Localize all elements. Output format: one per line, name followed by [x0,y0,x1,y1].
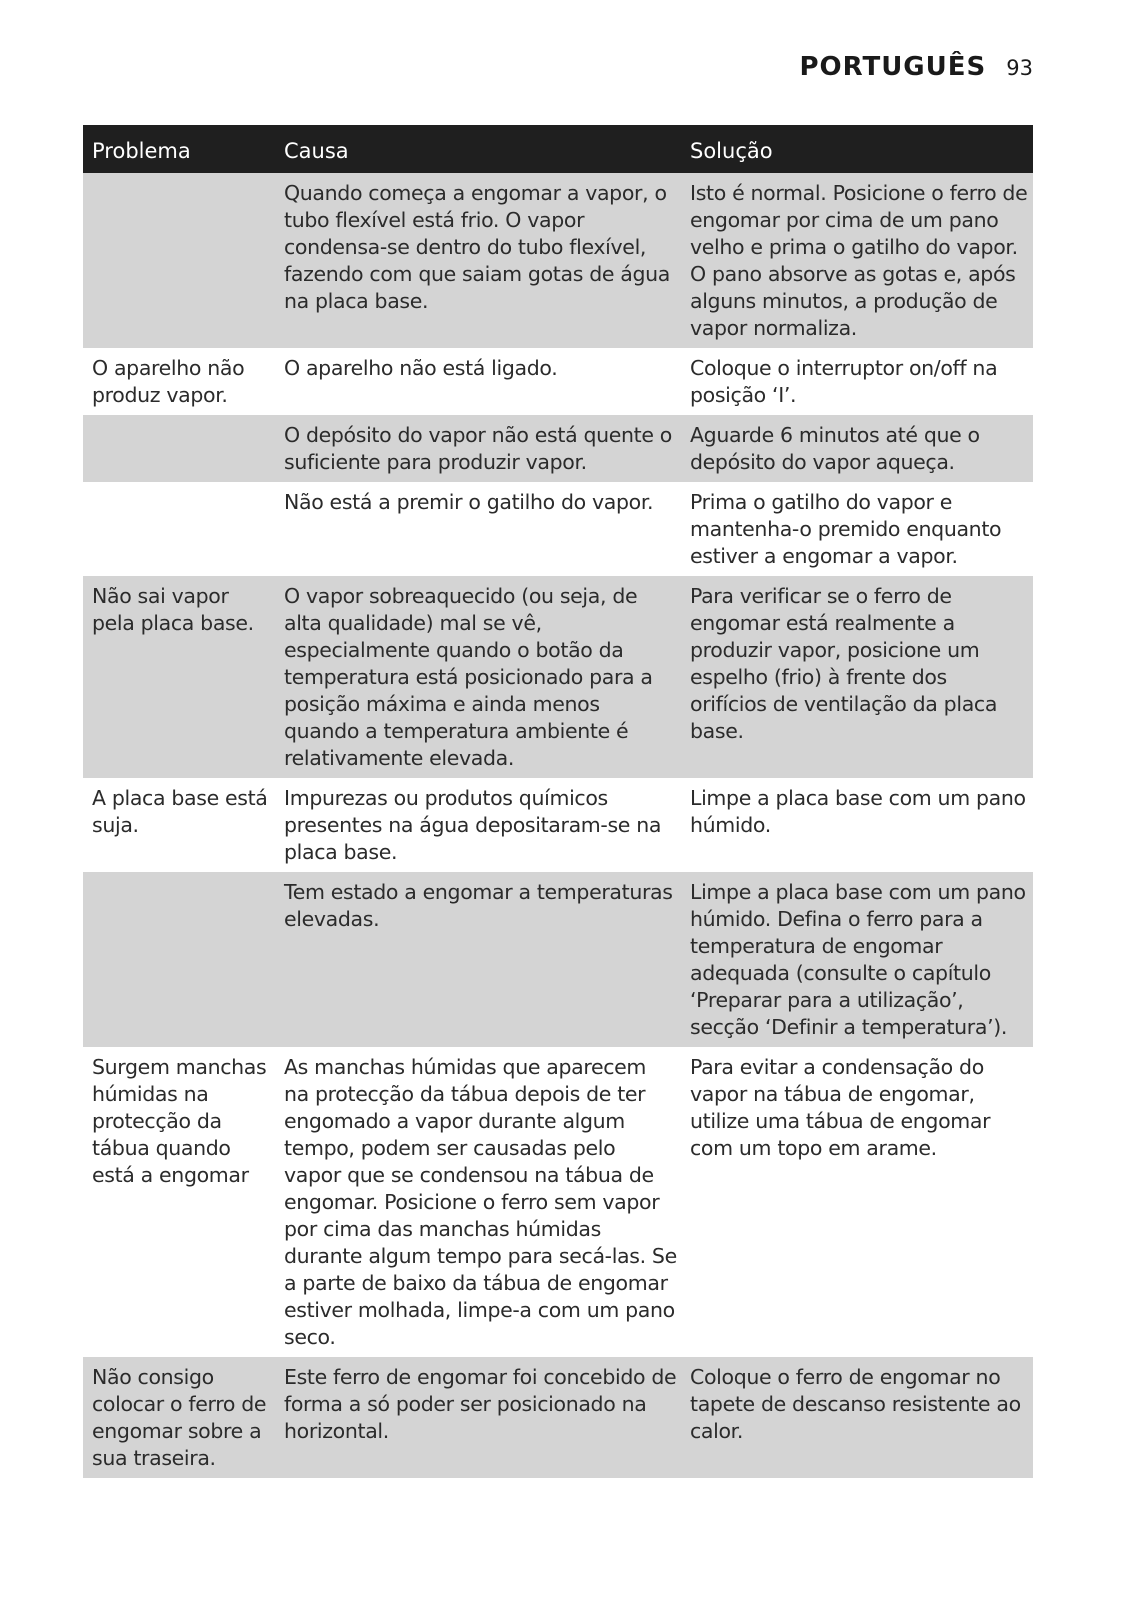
table-row [83,173,1033,348]
cause-cell: As manchas húmidas que aparecem na protecção da tábua depois de ter engomado a vapor durante algum tempo, podem ser causadas pelo vapor que se condensou na tábua de engomar. Posicione o ferro sem vapor por cima das manchas húmidas durante algum tempo para secá-las. Se a parte de baixo da tábua de engomar estiver molhada, limpe-a com um pano seco. [284,1055,677,1349]
cause-cell: Tem estado a engomar a temperaturas elevadas. [284,880,673,931]
solution-cell: Aguarde 6 minutos até que o depósito do vapor aqueça. [690,423,980,474]
table-row [83,1357,1033,1478]
table-header-row [83,125,1033,173]
cause-cell: O aparelho não está ligado. [284,356,558,380]
page-language: PORTUGUÊS [799,52,987,82]
table-row [83,415,1033,482]
solution-cell: Limpe a placa base com um pano húmido. Defina o ferro para a temperatura de engomar adequada (consulte o capítulo ‘Preparar para a utilização’, secção ‘Definir a temperatura’). [690,880,1026,1039]
page-header [799,52,1033,82]
column-header-cause: Causa [284,139,349,163]
table-row [83,348,1033,415]
problem-cell [83,482,275,576]
cause-cell: Não está a premir o gatilho do vapor. [284,490,654,514]
cause-cell: Impurezas ou produtos químicos presentes na água depositaram-se na placa base. [284,786,662,864]
solution-cell: Coloque o interruptor on/off na posição ‘I’. [690,356,998,407]
solution-cell: Prima o gatilho do vapor e mantenha-o premido enquanto estiver a engomar a vapor. [690,490,1002,568]
troubleshooting-table [83,125,1033,1478]
column-header-problem: Problema [92,139,191,163]
problem-cell: Não sai vapor pela placa base. [92,584,254,635]
problem-cell [83,173,275,348]
cause-cell: Quando começa a engomar a vapor, o tubo flexível está frio. O vapor condensa-se dentro do tubo flexível, fazendo com que saiam gotas de água na placa base. [284,181,671,313]
problem-cell: Surgem manchas húmidas na protecção da tábua quando está a engomar [92,1055,267,1187]
problem-cell: O aparelho não produz vapor. [92,356,245,407]
column-header-solution: Solução [690,139,773,163]
solution-cell: Isto é normal. Posicione o ferro de engomar por cima de um pano velho e prima o gatilho do vapor. O pano absorve as gotas e, após alguns minutos, a produção de vapor normaliza. [690,181,1028,340]
solution-cell: Para verificar se o ferro de engomar está realmente a produzir vapor, posicione um espelho (frio) à frente dos orifícios de ventilação da placa base. [690,584,998,743]
table-row [83,482,1033,576]
cause-cell: Este ferro de engomar foi concebido de forma a só poder ser posicionado na horizontal. [284,1365,677,1443]
solution-cell: Limpe a placa base com um pano húmido. [690,786,1026,837]
table-row [83,576,1033,778]
table-row [83,872,1033,1047]
solution-cell: Para evitar a condensação do vapor na tábua de engomar, utilize uma tábua de engomar com um topo em arame. [690,1055,991,1160]
problem-cell [83,415,275,482]
page-number: 93 [1006,56,1033,80]
problem-cell: A placa base está suja. [92,786,268,837]
problem-cell: Não consigo colocar o ferro de engomar sobre a sua traseira. [92,1365,267,1470]
table-row [83,1047,1033,1357]
cause-cell: O vapor sobreaquecido (ou seja, de alta qualidade) mal se vê, especialmente quando o botão da temperatura está posicionado para a posição máxima e ainda menos quando a temperatura ambiente é relativamente elevada. [284,584,653,770]
solution-cell: Coloque o ferro de engomar no tapete de descanso resistente ao calor. [690,1365,1021,1443]
cause-cell: O depósito do vapor não está quente o suficiente para produzir vapor. [284,423,672,474]
table-row [83,778,1033,872]
problem-cell [83,872,275,1047]
